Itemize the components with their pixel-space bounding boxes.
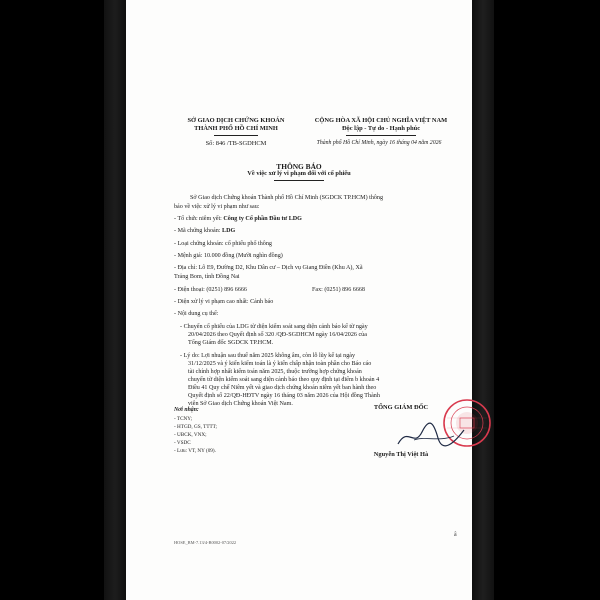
page-mark: ȃ	[454, 532, 457, 538]
ticker-field: - Mã chứng khoán: LDG	[174, 228, 236, 234]
detail-para2-line3: tài chính hợp nhất kiểm toán năm 2025, thuộc trường hợp chứng khoán	[188, 369, 362, 375]
national-title: CỘNG HÒA XÃ HỘI CHỦ NGHĨA VIỆT NAM	[314, 117, 448, 124]
intro-line2: báo về việc xử lý vi phạm như sau:	[174, 204, 260, 210]
motto-underline	[346, 135, 416, 136]
form-code: HOSE_BM-7.13/4-B0002-07/2022	[174, 540, 237, 545]
place-date: Thành phố Hồ Chí Minh, ngày 16 tháng 04 năm 2026	[316, 140, 442, 146]
ticker-label: Mã chứng khoán:	[177, 228, 221, 234]
recipient-item: - UBCK, VNX;	[174, 432, 207, 438]
recipient-item: - HTGD, GS, TTTT;	[174, 424, 217, 430]
detail-para2-line2: 31/12/2025 và ý kiến kiểm toán là ý kiến chấp nhận toàn phần cho Báo cáo	[188, 361, 372, 367]
recipients-heading: Nơi nhận:	[174, 407, 199, 413]
detail-para2-line5: Điều 41 Quy chế Niêm yết và giao dịch chứng khoán niêm yết ban hành theo	[188, 385, 377, 391]
details-label: - Nội dung cụ thể:	[174, 311, 219, 317]
bullet: -	[174, 216, 178, 222]
signer-name: Nguyễn Thị Việt Hà	[373, 451, 429, 458]
security-type-field: - Loại chứng khoán: cổ phiếu phổ thông	[174, 241, 272, 247]
detail-para2-line1: - Lý do: Lợi nhuận sau thuế năm 2025 không âm, còn lỗ lũy kế tại ngày	[180, 353, 356, 359]
address-line2: Trảng Bom, tỉnh Đồng Nai	[174, 274, 240, 280]
national-motto: Độc lập - Tự do - Hạnh phúc	[341, 125, 421, 132]
org-name-line2: THÀNH PHỐ HỒ CHÍ MINH	[194, 125, 278, 132]
detail-para2-line6: Quyết định số 22/QĐ-HĐTV ngày 16 tháng 03 năm 2026 của Hội đồng Thành	[188, 393, 380, 399]
detail-para2-line7: viên Sở Giao dịch Chứng khoán Việt Nam.	[188, 401, 293, 407]
org-underline	[214, 135, 258, 136]
recipient-item: - Lưu: VT, NY (09).	[174, 448, 216, 454]
notice-subject: Về việc xử lý vi phạm đối với cổ phiếu	[247, 170, 351, 177]
right-page-edge	[472, 0, 494, 600]
recipient-item: - TCNY;	[174, 416, 193, 422]
fax-field: Fax: (0251) 896 6668	[312, 287, 365, 293]
notice-heading: THÔNG BÁO	[276, 162, 322, 171]
handwritten-signature-icon	[394, 418, 468, 454]
subject-underline	[274, 180, 324, 181]
intro-line1: Sở Giao dịch Chứng khoán Thành phố Hồ Chí Minh (SGDCK TP.HCM) thông	[190, 195, 384, 201]
par-value-field: - Mệnh giá: 10.000 đồng (Mười nghìn đồng)	[174, 253, 283, 259]
detail-para2-line4: chuyển từ diện kiểm soát sang diện cảnh báo theo quy định tại điểm b khoản 4	[188, 377, 380, 383]
company-label: Tổ chức niêm yết:	[177, 216, 222, 222]
left-page-edge	[104, 0, 126, 600]
org-name-line1: SỞ GIAO DỊCH CHỨNG KHOÁN	[187, 117, 285, 124]
company-value: Công ty Cổ phần Đầu tư LDG	[223, 216, 302, 222]
recipient-item: - VSDC	[174, 440, 191, 446]
document-number: Số: 846 /TB-SGDHCM	[205, 140, 267, 147]
detail-para1-line1: - Chuyển cổ phiếu của LDG từ diện kiểm soát sang diện cảnh báo kể từ ngày	[180, 324, 368, 330]
signer-title: TỔNG GIÁM ĐỐC	[373, 404, 429, 411]
detail-para1-line2: 20/04/2026 theo Quyết định số 320 /QĐ-SGDHCM ngày 16/04/2026 của	[188, 332, 367, 338]
ticker-value: LDG	[222, 228, 236, 234]
company-field	[174, 215, 430, 223]
document-page	[126, 0, 472, 600]
address-line1: - Địa chỉ: Lô E9, Đường D2, Khu Dân cư – Dịch vụ Giang Điền (Khu A), Xã	[174, 265, 363, 271]
detail-para1-line3: Tổng Giám đốc SGDCK TP.HCM.	[188, 340, 274, 346]
violation-field: - Diện xử lý vi phạm cao nhất: Cảnh báo	[174, 299, 274, 305]
phone-field: - Điện thoại: (0251) 896 6666	[174, 287, 247, 293]
